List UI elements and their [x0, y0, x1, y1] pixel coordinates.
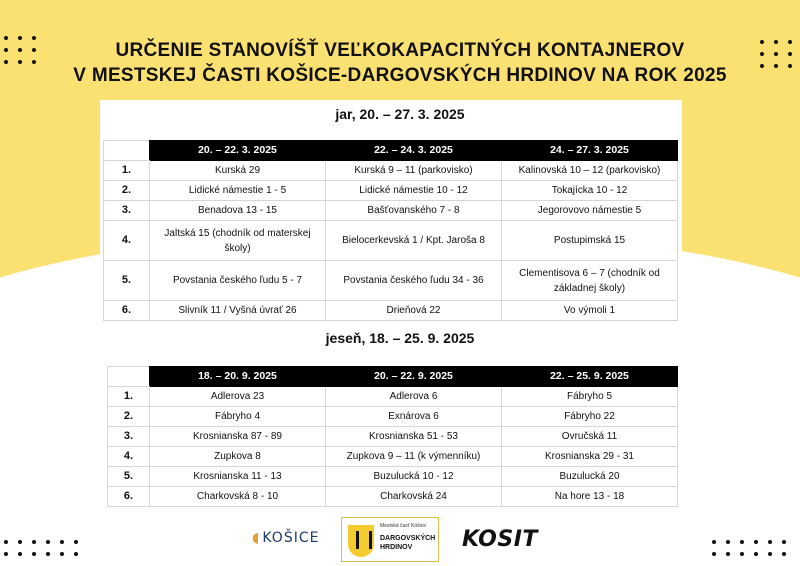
location-cell: Na hore 13 - 18: [502, 487, 678, 507]
column-header: 20. – 22. 3. 2025: [150, 141, 326, 161]
location-cell: Bašťovanského 7 - 8: [326, 201, 502, 221]
mc-logo-small-text: Mestská časť Košice: [380, 523, 427, 529]
location-cell: Fábryho 4: [150, 407, 326, 427]
location-cell: Buzulucká 20: [502, 467, 678, 487]
location-cell: Jaltská 15 (chodník od materskej školy): [150, 221, 326, 261]
table-row: [104, 161, 678, 181]
table-corner: [104, 141, 150, 161]
row-number: 1.: [104, 161, 150, 181]
title-line-2: V MESTSKEJ ČASTI KOŠICE-DARGOVSKÝCH HRDINOV NA ROK 2025: [73, 65, 727, 86]
column-header: 20. – 22. 9. 2025: [326, 367, 502, 387]
location-cell: Fábryho 22: [502, 407, 678, 427]
location-cell: Ovručská 11: [502, 427, 678, 447]
location-cell: Krosnianska 51 - 53: [326, 427, 502, 447]
row-number: 1.: [108, 387, 150, 407]
kosice-logo: [252, 530, 319, 546]
location-cell: Kurská 9 – 11 (parkovisko): [326, 161, 502, 181]
location-cell: Lidické námestie 10 - 12: [326, 181, 502, 201]
table-row: [108, 467, 678, 487]
row-number: 3.: [108, 427, 150, 447]
location-cell: Drieňová 22: [326, 301, 502, 321]
spring-heading: jar, 20. – 27. 3. 2025: [335, 106, 465, 122]
location-cell: Krosnianska 29 - 31: [502, 447, 678, 467]
column-header: 18. – 20. 9. 2025: [150, 367, 326, 387]
table-row: [104, 221, 678, 261]
row-number: 3.: [104, 201, 150, 221]
row-number: 4.: [104, 221, 150, 261]
autumn-schedule-table: [107, 366, 678, 507]
location-cell: Benadova 13 - 15: [150, 201, 326, 221]
location-cell: Slivník 11 / Vyšná úvrať 26: [150, 301, 326, 321]
location-cell: Zupkova 8: [150, 447, 326, 467]
table-row: [104, 261, 678, 301]
location-cell: Postupimská 15: [502, 221, 678, 261]
kosit-logo: KOSIT: [462, 527, 538, 552]
column-header: 24. – 27. 3. 2025: [502, 141, 678, 161]
row-number: 4.: [108, 447, 150, 467]
location-cell: Tokajícka 10 - 12: [502, 181, 678, 201]
row-number: 2.: [104, 181, 150, 201]
location-cell: Kalinovská 10 – 12 (parkovisko): [502, 161, 678, 181]
title-line-1: URČENIE STANOVÍŠŤ VEĽKOKAPACITNÝCH KONTAJNEROV: [115, 40, 685, 61]
location-cell: Fábryho 5: [502, 387, 678, 407]
location-cell: Bielocerkevská 1 / Kpt. Jaroša 8: [326, 221, 502, 261]
location-cell: Buzulucká 10 - 12: [326, 467, 502, 487]
location-cell: Povstania českého ľudu 34 - 36: [326, 261, 502, 301]
row-number: 6.: [108, 487, 150, 507]
kosice-logo-text: KOŠICE: [262, 530, 320, 546]
spring-schedule-table: [103, 140, 678, 321]
location-cell: Charkovská 24: [326, 487, 502, 507]
location-cell: Exnárova 6: [326, 407, 502, 427]
table-row: [108, 427, 678, 447]
location-cell: Adlerova 23: [150, 387, 326, 407]
table-corner: [108, 367, 150, 387]
table-row: [104, 301, 678, 321]
mc-logo-line-2: HRDINOV: [380, 544, 413, 551]
location-cell: Kurská 29: [150, 161, 326, 181]
table-row: [104, 181, 678, 201]
dargovskych-hrdinov-logo: [341, 517, 439, 562]
logo-bar: [0, 517, 800, 563]
location-cell: Krosnianska 87 - 89: [150, 427, 326, 447]
location-cell: Clementisova 6 – 7 (chodník od základnej školy): [502, 261, 678, 301]
location-cell: Povstania českého ľudu 5 - 7: [150, 261, 326, 301]
location-cell: Lidické námestie 1 - 5: [150, 181, 326, 201]
row-number: 5.: [108, 467, 150, 487]
column-header: 22. – 25. 9. 2025: [502, 367, 678, 387]
table-row: [108, 487, 678, 507]
mc-logo-line-1: DARGOVSKÝCH: [380, 535, 436, 542]
mc-logo-big-text: [380, 534, 435, 552]
row-number: 5.: [104, 261, 150, 301]
location-cell: Jegorovovo námestie 5: [502, 201, 678, 221]
page-title: [0, 38, 800, 88]
row-number: 6.: [104, 301, 150, 321]
table-row: [108, 387, 678, 407]
table-row: [108, 407, 678, 427]
table-row: [108, 447, 678, 467]
row-number: 2.: [108, 407, 150, 427]
autumn-heading: jeseň, 18. – 25. 9. 2025: [325, 330, 475, 346]
location-cell: Vo výmoli 1: [502, 301, 678, 321]
location-cell: Zupkova 9 – 11 (k výmenníku): [326, 447, 502, 467]
location-cell: Adlerova 6: [326, 387, 502, 407]
location-cell: Krosnianska 11 - 13: [150, 467, 326, 487]
table-row: [104, 201, 678, 221]
coat-of-arms-icon: [348, 525, 374, 557]
column-header: 22. – 24. 3. 2025: [326, 141, 502, 161]
kosice-mark-icon: ◖: [252, 530, 261, 546]
location-cell: Charkovská 8 - 10: [150, 487, 326, 507]
